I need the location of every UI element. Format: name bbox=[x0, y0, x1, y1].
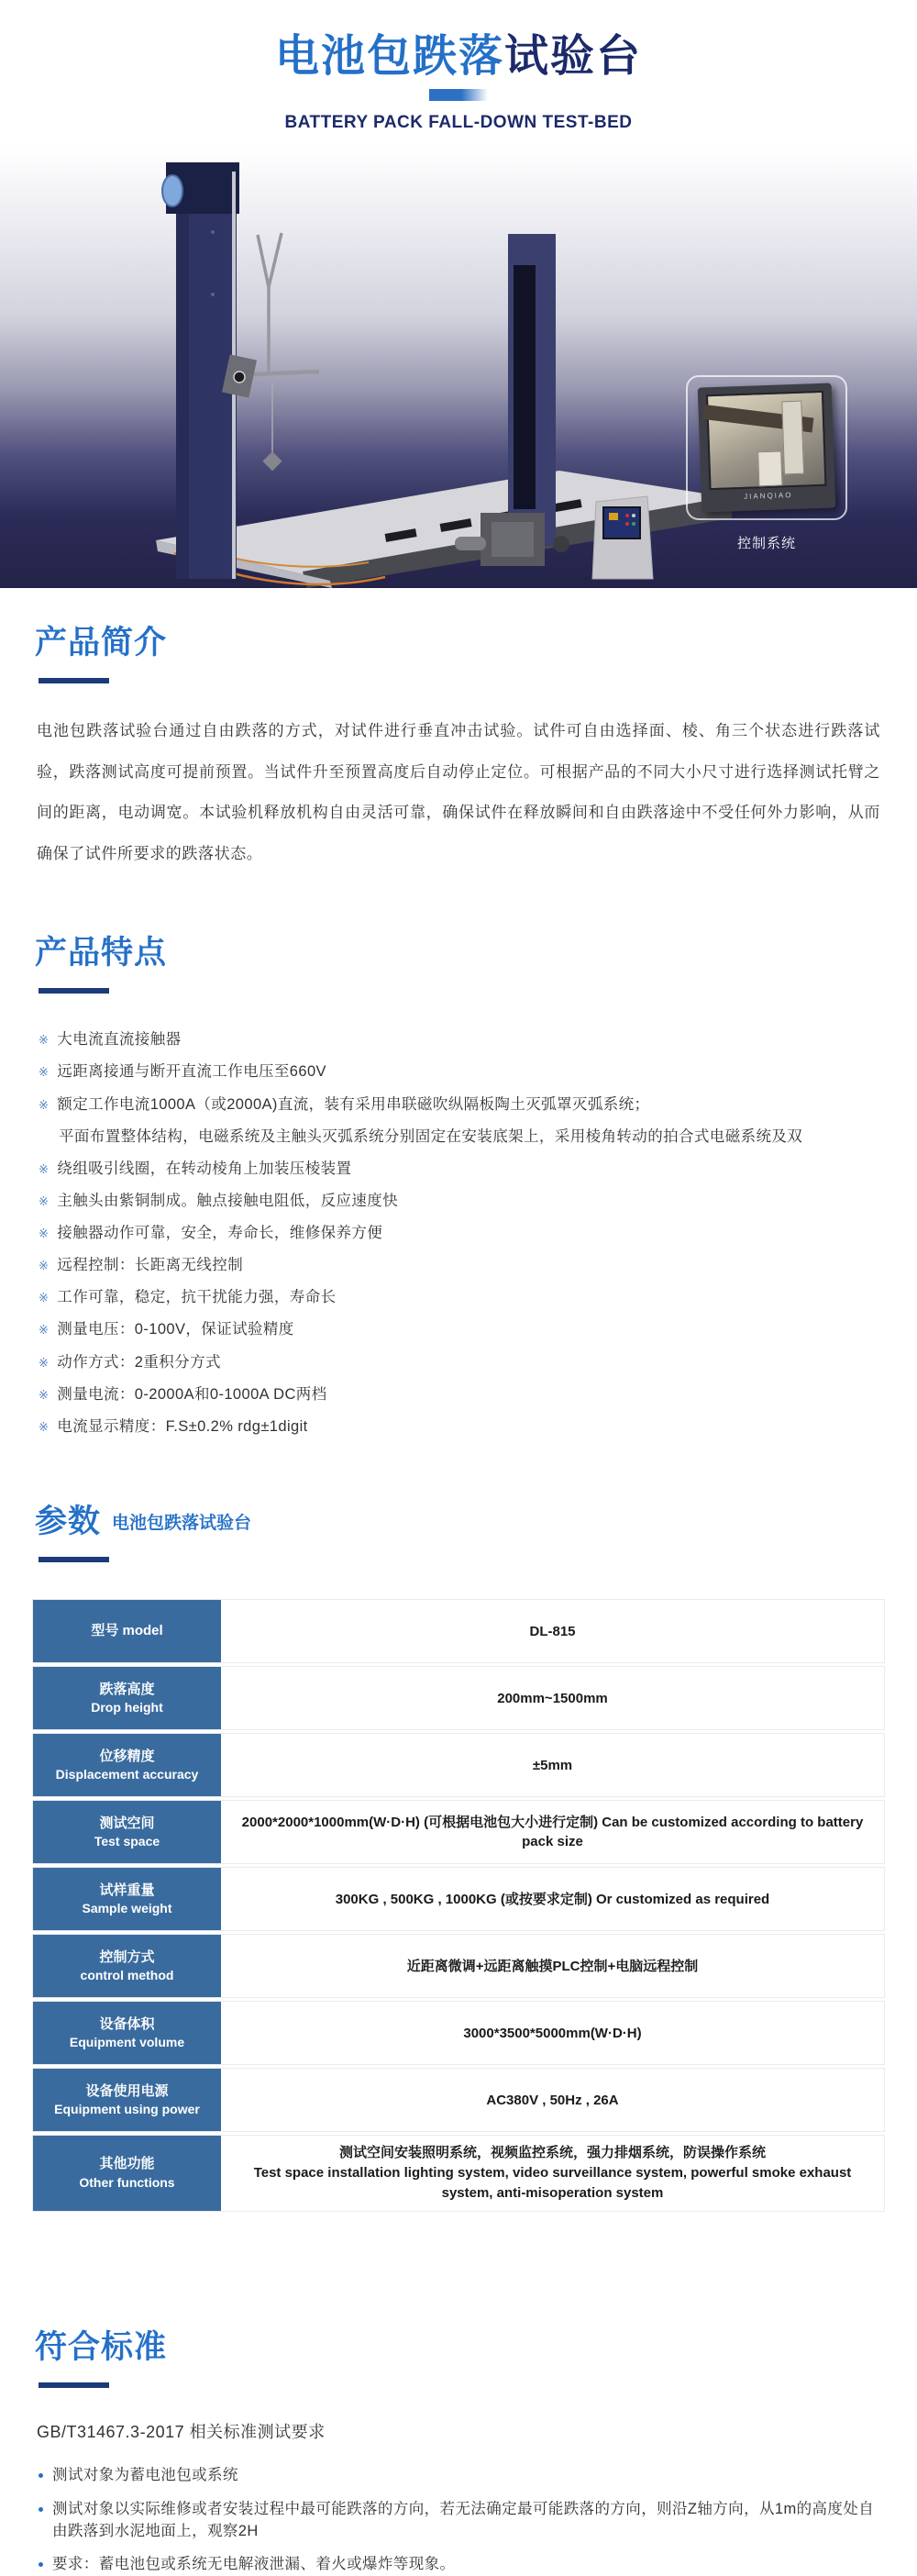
row-value: AC380V , 50Hz , 26A bbox=[486, 2092, 619, 2108]
intro-heading-underline bbox=[39, 678, 109, 683]
row-value-cell bbox=[221, 1801, 884, 1863]
feature-text: 测量电压：0-100V，保证试验精度 bbox=[57, 1321, 294, 1338]
row-label-cell bbox=[33, 1935, 221, 1997]
row-value-en: Test space installation lighting system, video surveillance system, powerful smoke exhaust system, anti-misoperation system bbox=[253, 2165, 852, 2201]
machine-weight bbox=[262, 451, 282, 471]
row-value-cell bbox=[221, 2136, 884, 2210]
feature-item bbox=[39, 1320, 880, 1339]
feature-item bbox=[39, 1160, 880, 1179]
row-label-cn: 设备使用电源 bbox=[85, 2082, 169, 2099]
table-row-control-method bbox=[32, 1934, 885, 1998]
features-heading-underline bbox=[39, 988, 109, 994]
row-label-cn: 控制方式 bbox=[99, 1949, 155, 1965]
table-row-test-space bbox=[32, 1800, 885, 1864]
feature-text: 电流显示精度：F.S±0.2% rdg±1digit bbox=[57, 1417, 308, 1435]
row-label-en: Sample weight bbox=[82, 1901, 172, 1916]
feature-item bbox=[39, 1062, 880, 1082]
table-row-sample-weight bbox=[32, 1867, 885, 1931]
row-label-cell bbox=[33, 2136, 221, 2210]
table-row-model bbox=[32, 1599, 885, 1663]
feature-marker: ※ bbox=[39, 1065, 50, 1080]
machine-release-hook bbox=[234, 233, 319, 375]
control-system-label: 控制系统 bbox=[736, 536, 796, 552]
row-label-cn: 测试空间 bbox=[99, 1815, 155, 1831]
row-value: ±5mm bbox=[532, 1757, 573, 1773]
feature-marker: ※ bbox=[39, 1323, 50, 1338]
hero-product-image bbox=[0, 148, 917, 588]
standard-text: 测试对象为蓄电池包或系统 bbox=[52, 2466, 238, 2483]
standards-intro-line: GB/T31467.3-2017 相关标准测试要求 bbox=[37, 2422, 326, 2441]
parameters-heading bbox=[35, 1496, 917, 1542]
feature-marker: ※ bbox=[39, 1291, 50, 1305]
feature-marker: ※ bbox=[39, 1355, 50, 1370]
feature-text: 动作方式：2重积分方式 bbox=[57, 1353, 221, 1371]
row-label-en: Test space bbox=[94, 1834, 160, 1849]
intro-paragraph: 电池包跌落试验台通过自由跌落的方式，对试件进行垂直冲击试验。试件可自由选择面、棱、角三个状态进行跌落试验，跌落测试高度可提前预置。当试件升至预置高度后自动停止定位。可根据产品的不同大小尺寸进行选择测试托臂之间的距离，电动调宽。本试验机释放机构自由灵活可靠，确保试件在释放瞬间和自由跌落途中不受任何外力影响，从而确保了试件所要求的跌落状态。 bbox=[37, 722, 880, 862]
standard-item bbox=[39, 2499, 880, 2543]
feature-item bbox=[39, 1417, 880, 1437]
feature-item bbox=[39, 1385, 880, 1405]
bullet-dot bbox=[39, 2473, 43, 2478]
feature-marker: ※ bbox=[39, 1161, 50, 1176]
section-standards bbox=[0, 2322, 917, 2576]
feature-item-continuation bbox=[39, 1127, 880, 1147]
row-label-cell bbox=[33, 1734, 221, 1796]
feature-item bbox=[39, 1288, 880, 1307]
parameters-heading-text: 参数 bbox=[35, 1504, 102, 1540]
row-label-en: Other functions bbox=[79, 2174, 175, 2190]
row-label-cell bbox=[33, 2069, 221, 2131]
standard-item bbox=[39, 2465, 880, 2487]
row-label-cell bbox=[33, 1801, 221, 1863]
feature-text: 测量电流：0-2000A和0-1000A DC两档 bbox=[57, 1385, 327, 1403]
row-value: 200mm~1500mm bbox=[497, 1690, 608, 1706]
feature-marker: ※ bbox=[39, 1419, 50, 1434]
feature-text: 工作可靠，稳定，抗干扰能力强，寿命长 bbox=[57, 1289, 337, 1306]
feature-text: 平面布置整体结构，电磁系统及主触头灭弧系统分别固定在安装底架上，采用棱角转动的拍合式电磁系统及双 bbox=[59, 1127, 803, 1145]
row-value: 2000*2000*1000mm(W·D·H) (可根据电池包大小进行定制) Can be customized according to battery pack size bbox=[241, 1814, 864, 1850]
feature-item bbox=[39, 1224, 880, 1243]
feature-item bbox=[39, 1192, 880, 1211]
row-label-cell bbox=[33, 1868, 221, 1930]
features-heading: 产品特点 bbox=[35, 935, 168, 972]
row-value-cell bbox=[221, 1734, 884, 1796]
feature-text: 主触头由紫铜制成。触点接触电阻低，反应速度快 bbox=[57, 1192, 399, 1209]
feature-marker: ※ bbox=[39, 1227, 50, 1241]
table-row-equipment-power bbox=[32, 2068, 885, 2132]
section-parameters bbox=[0, 1496, 917, 2211]
row-label-cell bbox=[33, 1600, 221, 1662]
row-value-cell bbox=[221, 1935, 884, 1997]
row-label-en: control method bbox=[80, 1968, 174, 1983]
row-label-en: Displacement accuracy bbox=[55, 1767, 199, 1782]
standard-item bbox=[39, 2554, 880, 2576]
row-label-cn: 试样重量 bbox=[99, 1882, 155, 1898]
test-machine-illustration bbox=[0, 148, 917, 588]
row-value-cell bbox=[221, 1600, 884, 1662]
table-row-drop-height bbox=[32, 1666, 885, 1730]
screen-photo-building bbox=[781, 401, 804, 475]
row-label-cn: 其他功能 bbox=[99, 2156, 155, 2172]
title-accent-bar bbox=[429, 89, 488, 101]
feature-item bbox=[39, 1030, 880, 1049]
page-title bbox=[0, 31, 917, 82]
standards-heading-underline bbox=[39, 2382, 109, 2388]
table-row-displacement-accuracy bbox=[32, 1733, 885, 1797]
bullet-dot bbox=[39, 2562, 43, 2567]
row-value: 近距离微调+远距离触摸PLC控制+电脑远程控制 bbox=[406, 1958, 699, 1974]
row-label-cn: 型号 model bbox=[91, 1623, 163, 1639]
feature-marker: ※ bbox=[39, 1033, 50, 1048]
row-value: 3000*3500*5000mm(W·D·H) bbox=[463, 2025, 642, 2041]
feature-item bbox=[39, 1353, 880, 1372]
standards-heading: 符合标准 bbox=[35, 2328, 168, 2365]
page-title-highlight: 电池包跌落 bbox=[274, 32, 504, 81]
row-label-cn: 设备体积 bbox=[99, 2015, 155, 2032]
feature-marker: ※ bbox=[39, 1097, 50, 1112]
table-row-equipment-volume bbox=[32, 2001, 885, 2065]
feature-marker: ※ bbox=[39, 1259, 50, 1273]
control-system-card bbox=[686, 375, 847, 520]
row-value: 测试空间安装照明系统，视频监控系统，强力排烟系统，防误操作系统 bbox=[338, 2145, 766, 2161]
feature-text: 远距离接通与断开直流工作电压至660V bbox=[57, 1063, 326, 1081]
row-label-cell bbox=[33, 2002, 221, 2064]
intro-heading: 产品简介 bbox=[35, 625, 168, 661]
row-value: 300KG , 500KG , 1000KG (或按要求定制) Or customized as required bbox=[335, 1891, 770, 1907]
feature-text: 额定工作电流1000A（或2000A)直流，装有采用串联磁吹纵隔板陶土灭弧罩灭弧系统； bbox=[57, 1095, 650, 1113]
section-intro bbox=[0, 617, 917, 874]
parameters-heading-underline bbox=[39, 1557, 109, 1562]
machine-pulley bbox=[162, 175, 182, 206]
parameters-subheading: 电池包跌落试验台 bbox=[112, 1514, 252, 1534]
monitor-brand-label: JIANQIAO bbox=[744, 491, 793, 502]
row-label-cn: 位移精度 bbox=[99, 1748, 155, 1764]
feature-list bbox=[39, 1030, 880, 1436]
row-value-cell bbox=[221, 1667, 884, 1729]
page-title-rest: 试验台 bbox=[504, 32, 643, 81]
page-subtitle: BATTERY PACK FALL-DOWN TEST-BED bbox=[284, 113, 633, 133]
standard-text: 要求：蓄电池包或系统无电解液泄漏、着火或爆炸等现象。 bbox=[52, 2556, 456, 2573]
table-row-other-functions bbox=[32, 2135, 885, 2211]
row-value-cell bbox=[221, 2002, 884, 2064]
feature-marker: ※ bbox=[39, 1387, 50, 1402]
screen-photo-door bbox=[757, 451, 782, 487]
row-value: DL-815 bbox=[529, 1623, 576, 1639]
monitor-screen bbox=[706, 391, 827, 490]
row-label-en: Equipment using power bbox=[54, 2102, 200, 2117]
row-label-en: Drop height bbox=[91, 1700, 163, 1715]
bullet-dot bbox=[39, 2507, 43, 2512]
standards-list bbox=[39, 2465, 880, 2576]
feature-marker: ※ bbox=[39, 1194, 50, 1208]
section-features bbox=[0, 927, 917, 1436]
page-header bbox=[0, 0, 917, 133]
row-value-cell bbox=[221, 1868, 884, 1930]
feature-item bbox=[39, 1256, 880, 1275]
row-value-cell bbox=[221, 2069, 884, 2131]
row-label-cell bbox=[33, 1667, 221, 1729]
parameters-table bbox=[32, 1599, 885, 2211]
feature-text: 接触器动作可靠，安全，寿命长，维修保养方便 bbox=[57, 1225, 383, 1242]
feature-item bbox=[39, 1095, 880, 1115]
row-label-en: Equipment volume bbox=[69, 2035, 185, 2050]
feature-text: 大电流直流接触器 bbox=[57, 1031, 182, 1049]
feature-text: 远程控制：长距离无线控制 bbox=[57, 1257, 244, 1274]
row-label-cn: 跌落高度 bbox=[99, 1681, 155, 1697]
control-system-monitor bbox=[698, 383, 836, 513]
standard-text: 测试对象以实际维修或者安装过程中最可能跌落的方向，若无法确定最可能跌落的方向，则沿Z轴方向，从1m的高度处自由跌落到水泥地面上，观察2H bbox=[52, 2500, 875, 2539]
feature-text: 绕组吸引线圈，在转动棱角上加装压棱装置 bbox=[57, 1160, 352, 1177]
